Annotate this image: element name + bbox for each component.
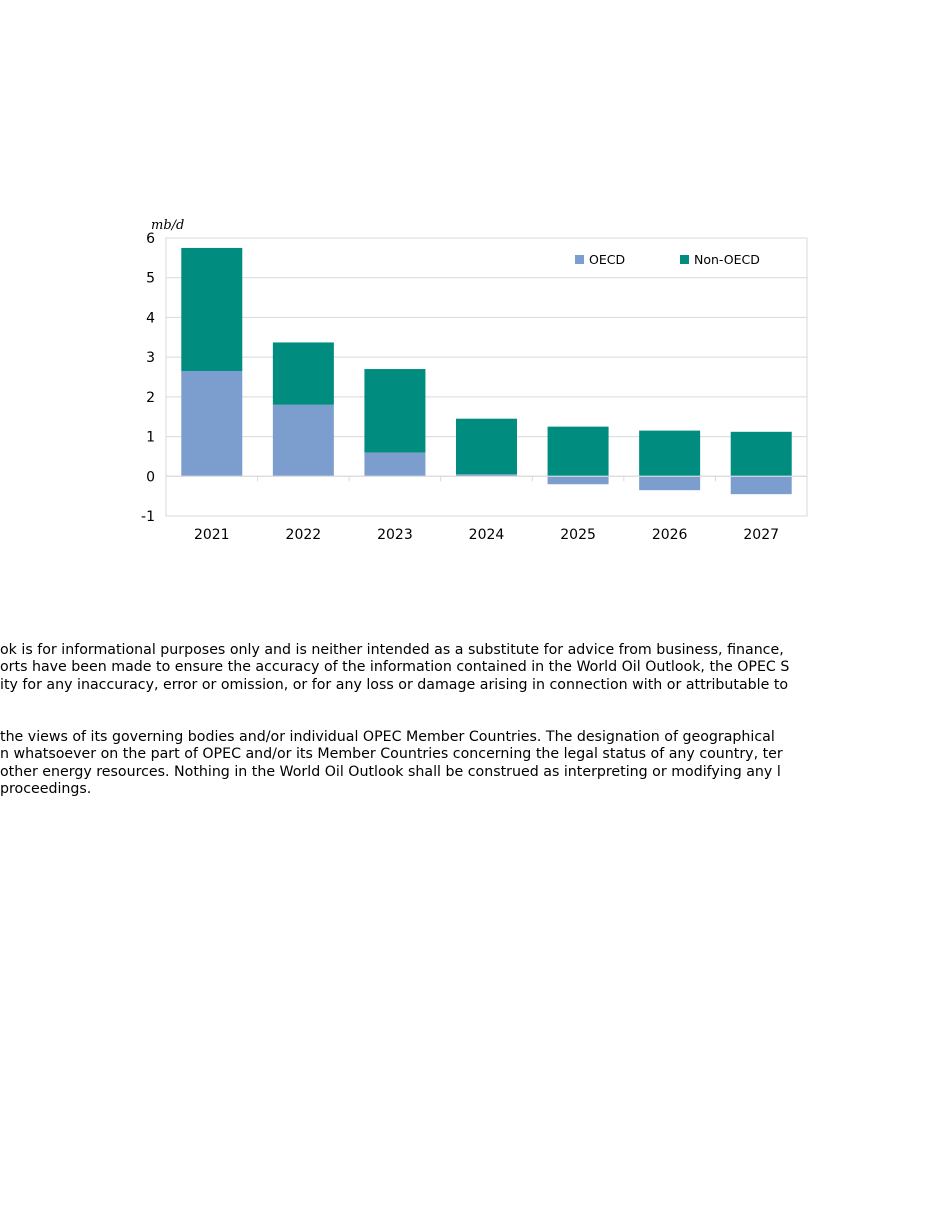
bar-non-oecd-2026 <box>639 431 700 477</box>
bar-non-oecd-2024 <box>456 419 517 475</box>
x-tick-label: 2025 <box>560 527 596 543</box>
legend-swatch <box>680 255 689 264</box>
legend <box>575 252 760 267</box>
bar-oecd-2023 <box>364 452 425 476</box>
legend-label: OECD <box>589 252 626 267</box>
disclaimer-paragraph-1 <box>0 642 843 694</box>
bar-oecd-2027 <box>731 476 792 494</box>
disclaimer-paragraph-2 <box>0 729 843 799</box>
bar-oecd-2026 <box>639 476 700 490</box>
bar-non-oecd-2021 <box>181 248 242 371</box>
x-tick-label: 2024 <box>468 527 505 543</box>
bar-oecd-2021 <box>181 371 242 476</box>
disclaimer-line: other energy resources. Nothing in the World Oil Outlook shall be construed as interpreting or modifying any l <box>0 763 781 780</box>
x-tick-label: 2026 <box>651 527 688 543</box>
stacked-bar-chart <box>0 0 950 600</box>
y-tick-label: 4 <box>146 310 155 327</box>
y-tick-label: 3 <box>146 350 155 367</box>
unit-label: mb/d <box>151 218 185 233</box>
x-tick-label: 2027 <box>743 527 780 543</box>
y-tick-label: -1 <box>141 509 155 525</box>
x-tick-label: 2023 <box>377 527 413 543</box>
bar-non-oecd-2023 <box>364 369 425 452</box>
legend-swatch <box>575 255 584 264</box>
bar-non-oecd-2022 <box>273 342 334 404</box>
y-tick-label: 0 <box>146 469 155 486</box>
x-tick-label: 2022 <box>285 527 322 543</box>
disclaimer-line: the views of its governing bodies and/or individual OPEC Member Countries. The designation of geographical <box>0 729 775 745</box>
y-tick-label: 6 <box>146 231 155 247</box>
bar-oecd-2025 <box>548 476 609 484</box>
y-tick-label: 2 <box>146 389 155 406</box>
bars <box>181 248 791 494</box>
y-tick-label: 5 <box>146 270 155 287</box>
legend-label: Non-OECD <box>694 252 760 267</box>
y-tick-label: 1 <box>146 429 155 446</box>
disclaimer-line: n whatsoever on the part of OPEC and/or its Member Countries concerning the legal status of any country, ter <box>0 746 783 763</box>
disclaimer-line: orts have been made to ensure the accuracy of the information contained in the World Oil Outlook, the OPEC S <box>0 659 790 676</box>
bar-non-oecd-2027 <box>731 432 792 476</box>
x-tick-label: 2021 <box>193 527 230 543</box>
bar-non-oecd-2025 <box>548 427 609 477</box>
bar-oecd-2022 <box>273 405 334 476</box>
disclaimer-line: ity for any inaccuracy, error or omission, or for any loss or damage arising in connection with or attributable to <box>0 676 789 693</box>
disclaimer-line: ok is for informational purposes only and is neither intended as a substitute for advice from business, finance, <box>0 642 784 658</box>
disclaimer-line: proceedings. <box>0 781 92 798</box>
